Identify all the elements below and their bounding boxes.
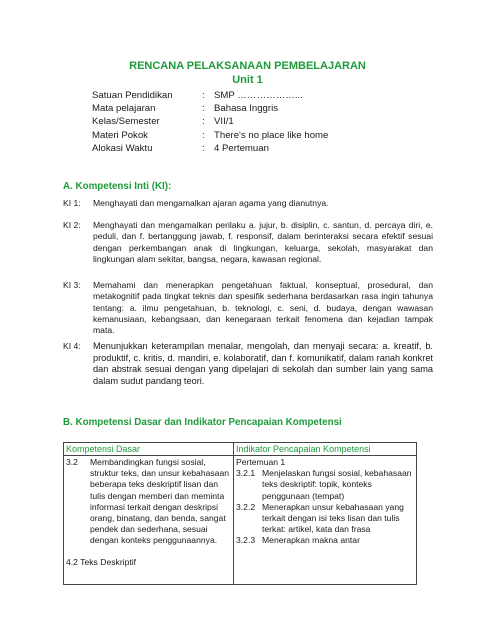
identity-block xyxy=(92,89,328,155)
identity-row xyxy=(92,129,328,142)
identity-label: Materi Pokok xyxy=(92,129,148,141)
identity-colon: : xyxy=(202,103,205,115)
table-header-kd: Kompetensi Dasar xyxy=(64,443,234,456)
kd-text: Membandingkan fungsi sosial, struktur teks, dan unsur kebahasaan beberapa teks deskriptif lisan dan tulis dengan memberi dan meminta informasi terkait dengan deskripsi orang, binatang, dan benda, sangat pendek dan sederhana, sesuai dengan konteks penggunaannya. xyxy=(90,457,230,546)
identity-value: There's no place like home xyxy=(214,129,329,141)
unit-title: Unit 1 xyxy=(232,74,263,86)
identity-value: 4 Pertemuan xyxy=(214,142,269,154)
identity-colon: : xyxy=(202,90,205,101)
identity-row xyxy=(92,102,328,115)
identity-colon: : xyxy=(202,129,205,141)
ki-item xyxy=(63,220,433,265)
meeting-label: Pertemuan 1 xyxy=(236,457,286,467)
ki-label: KI 3: xyxy=(63,280,81,290)
indicator-item xyxy=(236,535,414,546)
identity-row xyxy=(92,142,328,155)
indicator-cell xyxy=(234,456,417,585)
competency-table xyxy=(63,442,417,585)
identity-label: Satuan Pendidikan xyxy=(92,90,173,101)
ki-item xyxy=(63,198,433,209)
indicator-number: 3.2.2 xyxy=(236,501,256,512)
ki-text: Menghayati dan mengamalkan perilaku a. jujur, b. disiplin, c. santun, d. percaya diri, e. peduli, dan f. bertanggung jawab, f. responsif, dalam berinteraksi secara efektif sesuai dengan perkembangan anak di lingkungan, keluarga, sekolah, masyarakat dan lingkungan alam sekitar, bangsa, negara, kawasan regional. xyxy=(93,220,433,264)
kd-4-2: 4.2 Teks Deskriptif xyxy=(66,556,137,567)
ki-label: KI 4: xyxy=(63,341,81,351)
indicator-number: 3.2.1 xyxy=(236,468,256,479)
identity-label: Alokasi Waktu xyxy=(92,142,153,154)
identity-value: SMP ………………... xyxy=(214,90,303,101)
identity-label: Kelas/Semester xyxy=(92,116,160,128)
ki-item xyxy=(63,341,433,387)
ki-text: Menunjukkan keterampilan menalar, mengolah, dan menyaji secara: a. kreatif, b. produktif, c. kritis, d. mandiri, e. kolaboratif, dan f. komunikatif, dalam ranah konkret dan abstrak sesuai dengan yang dipelajari di sekolah dan sumber lain yang sama dalam sudut pandang teori. xyxy=(93,341,433,386)
indicator-item xyxy=(236,468,414,502)
ki-text: Menghayati dan mengamalkan ajaran agama yang dianutnya. xyxy=(93,198,329,208)
identity-value: Bahasa Inggris xyxy=(214,103,278,115)
identity-colon: : xyxy=(202,142,205,154)
kd-item xyxy=(66,457,231,547)
identity-value: VII/1 xyxy=(214,116,234,128)
indicator-item xyxy=(236,502,414,536)
table-header-ipk: Indikator Pencapaian Kompetensi xyxy=(234,443,417,456)
indicator-text: Menjelaskan fungsi sosial, kebahasaan teks deskriptif: topik, konteks penggunaan (tempat) xyxy=(262,468,412,501)
ki-label: KI 1: xyxy=(63,198,81,208)
ki-item xyxy=(63,280,433,336)
identity-row xyxy=(92,115,328,128)
identity-label: Mata pelajaran xyxy=(92,103,156,115)
ki-text: Memahami dan menerapkan pengetahuan faktual, konseptual, prosedural, dan metakognitif pada tingkat teknis dan spesifik sederhana berdasarkan rasa ingin tahunya tentang: a. ilmu pengetahuan, b. teknologi, c. seni, d. budaya, dengan wawasan kemanusiaan, kebangsaan, dan kenegaraan terkait fenomena dan kejadian tampak mata. xyxy=(93,280,433,336)
document-title: RENCANA PELAKSANAAN PEMBELAJARAN xyxy=(129,60,366,72)
identity-row xyxy=(92,89,328,102)
table-row xyxy=(64,456,417,585)
identity-colon: : xyxy=(202,116,205,128)
table-header-row xyxy=(64,443,417,456)
kd-cell xyxy=(64,456,234,585)
indicator-number: 3.2.3 xyxy=(236,535,256,546)
indicator-text: Menerapkan unsur kebahasaan yang terkait dengan isi teks lisan dan tulis terkat: artikel, kata dan frasa xyxy=(262,501,404,535)
section-b-heading: B. Kompetensi Dasar dan Indikator Pencapaian Kompetensi xyxy=(63,417,342,428)
kd-number: 3.2 xyxy=(66,457,78,467)
section-a-heading: A. Kompetensi Inti (KI): xyxy=(63,181,172,192)
indicator-text: Menerapkan makna antar xyxy=(262,535,360,546)
ki-label: KI 2: xyxy=(63,220,81,230)
